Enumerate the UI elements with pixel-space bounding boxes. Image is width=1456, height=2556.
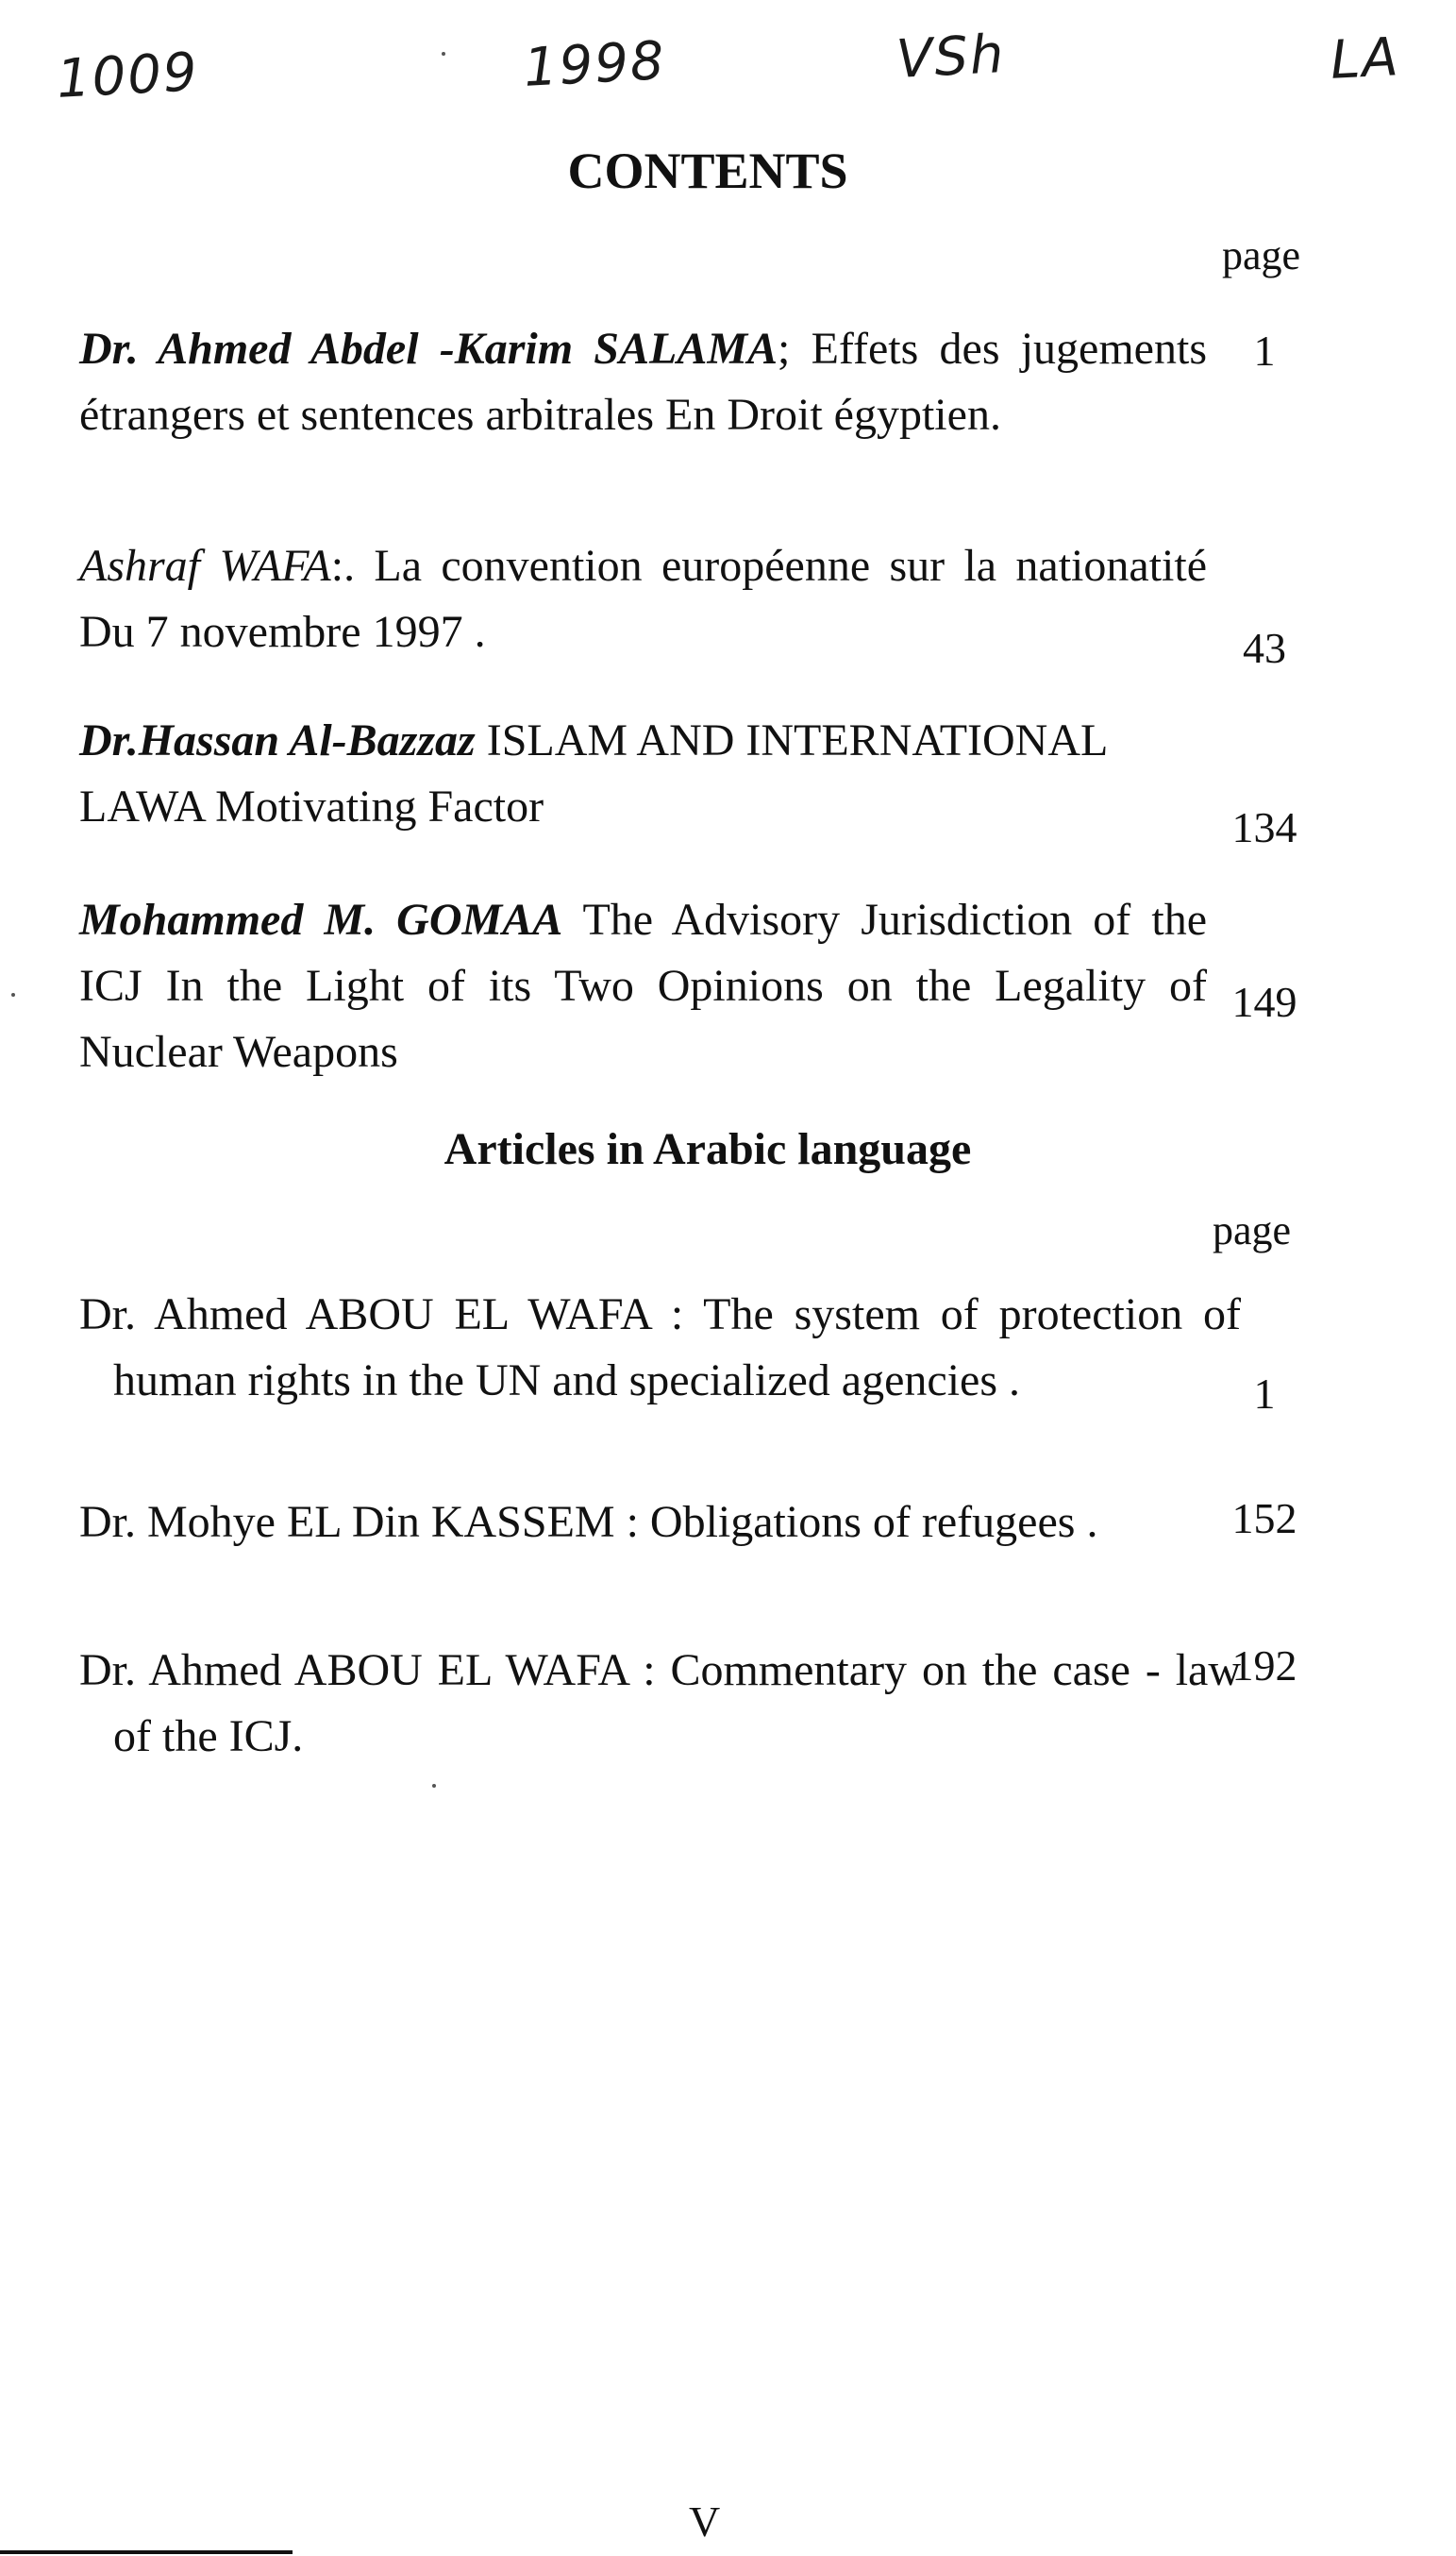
entry-title: Effets des jugements étrangers et sentences arbitrales En Droit égyptien.	[79, 324, 1207, 440]
entry-separator: :.	[330, 541, 356, 591]
contents-entry	[79, 316, 1207, 448]
entry-page-number: 1	[1253, 1370, 1276, 1418]
entry-page-number: 1	[1253, 327, 1276, 375]
page-column-label: page	[1222, 232, 1301, 278]
handwritten-note-1009: 1009	[55, 42, 201, 110]
footer-page-number: V	[689, 2497, 721, 2546]
entry-author: Mohammed M. GOMAA	[79, 895, 563, 945]
entry-author: Ashraf WAFA	[79, 541, 331, 591]
contents-entry	[79, 708, 1207, 840]
scan-speck	[442, 52, 445, 56]
entry-page-number: 149	[1231, 978, 1297, 1026]
scan-edge-rule	[0, 2550, 293, 2554]
section-heading: Articles in Arabic language	[443, 1124, 972, 1174]
scan-speck	[11, 993, 15, 997]
arabic-contents-entry: Dr. Mohye EL Din KASSEM : Obligations of refugees .	[79, 1497, 1098, 1547]
entry-author: Dr. Ahmed Abdel -Karim SALAMA	[79, 324, 778, 374]
entry-title: La convention européenne sur la nationatité Du 7 novembre 1997 .	[79, 541, 1208, 657]
entry-page-number: 134	[1231, 803, 1297, 851]
handwritten-note-la: LA	[1329, 26, 1402, 92]
entry-title: ISLAM AND INTERNATIONAL LAWA Motivating Factor	[79, 715, 1107, 832]
scan-speck	[432, 1784, 436, 1788]
entry-page-number: 43	[1243, 624, 1286, 672]
page-column-label: page	[1213, 1207, 1292, 1253]
handwritten-note-vsh: VSh	[895, 24, 1007, 91]
handwritten-note-1998: 1998	[522, 30, 668, 99]
entry-separator: ;	[778, 324, 791, 374]
arabic-contents-entry: Dr. Ahmed ABOU EL WAFA : The system of protection of human rights in the UN and specialized agencies .	[79, 1289, 1241, 1405]
contents-entry	[79, 533, 1207, 665]
page-title: CONTENTS	[567, 143, 848, 199]
entry-title: The Advisory Jurisdiction of the ICJ In the Light of its Two Opinions on the Legality of Nuclear Weapons	[79, 895, 1208, 1077]
contents-entry	[79, 887, 1207, 1085]
entry-author: Dr.Hassan Al-Bazzaz	[79, 715, 476, 765]
entry-page-number: 152	[1231, 1494, 1297, 1542]
entry-page-number: 192	[1231, 1641, 1297, 1690]
arabic-contents-entry: Dr. Ahmed ABOU EL WAFA : Commentary on the case - law of the ICJ.	[79, 1645, 1241, 1761]
